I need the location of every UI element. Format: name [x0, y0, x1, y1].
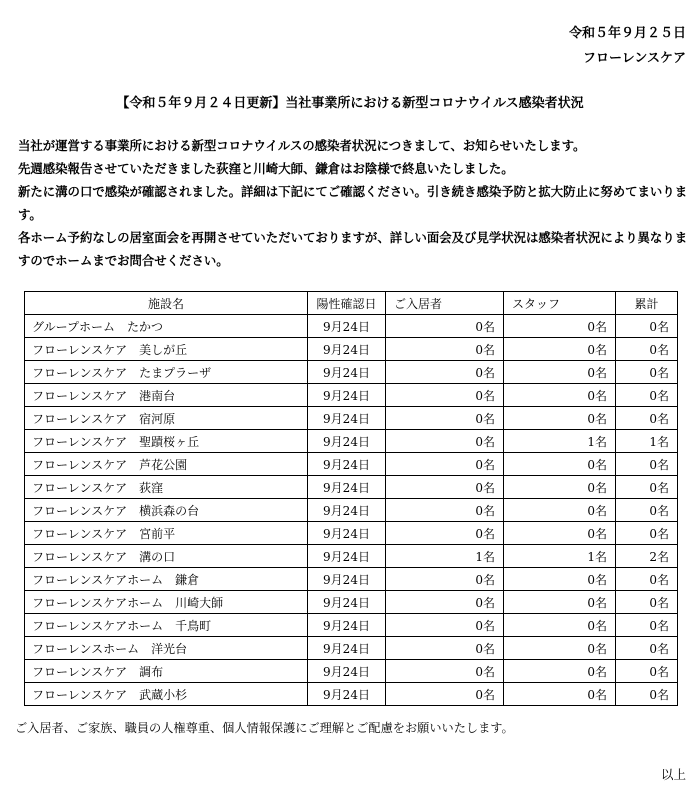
- confirmed-date-cell: 9月24日: [308, 637, 386, 660]
- residents-count-cell: 0名: [386, 384, 504, 407]
- facility-name-cell: フローレンスホーム 洋光台: [25, 637, 308, 660]
- table-row: [25, 476, 678, 499]
- column-header-date: 陽性確認日: [308, 292, 386, 315]
- facility-name-cell: グループホーム たかつ: [25, 315, 308, 338]
- table-row: [25, 614, 678, 637]
- table-row: [25, 499, 678, 522]
- residents-count-cell: 0名: [386, 499, 504, 522]
- confirmed-date-cell: 9月24日: [308, 499, 386, 522]
- total-count-cell: 0名: [616, 637, 678, 660]
- residents-count-cell: 0名: [386, 683, 504, 706]
- total-count-cell: 0名: [616, 384, 678, 407]
- intro-line: 当社が運営する事業所における新型コロナウイルスの感染者状況につきまして、お知らせいたします。: [18, 138, 586, 153]
- staff-count-cell: 0名: [504, 568, 616, 591]
- residents-count-cell: 1名: [386, 545, 504, 568]
- table-header-row: [25, 292, 678, 315]
- staff-count-cell: 0名: [504, 522, 616, 545]
- confirmed-date-cell: 9月24日: [308, 522, 386, 545]
- residents-count-cell: 0名: [386, 614, 504, 637]
- table-row: [25, 430, 678, 453]
- company-name: フローレンスケア: [582, 51, 686, 66]
- total-count-cell: 0名: [616, 315, 678, 338]
- confirmed-date-cell: 9月24日: [308, 683, 386, 706]
- residents-count-cell: 0名: [386, 637, 504, 660]
- confirmed-date-cell: 9月24日: [308, 430, 386, 453]
- table-row: [25, 660, 678, 683]
- facility-name-cell: フローレンスケア 芦花公園: [25, 453, 308, 476]
- confirmed-date-cell: 9月24日: [308, 338, 386, 361]
- facility-name-cell: フローレンスケアホーム 鎌倉: [25, 568, 308, 591]
- facility-name-cell: フローレンスケア 宿河原: [25, 407, 308, 430]
- facility-name-cell: フローレンスケア 溝の口: [25, 545, 308, 568]
- total-count-cell: 0名: [616, 499, 678, 522]
- intro-line: 先週感染報告させていただきました荻窪と川崎大師、鎌倉はお陰様で終息いたしました。: [18, 161, 514, 176]
- confirmed-date-cell: 9月24日: [308, 660, 386, 683]
- confirmed-date-cell: 9月24日: [308, 476, 386, 499]
- document-title: 【令和５年９月２４日更新】当社事業所における新型コロナウイルス感染者状況: [116, 96, 584, 111]
- table-row: [25, 361, 678, 384]
- confirmed-date-cell: 9月24日: [308, 453, 386, 476]
- staff-count-cell: 0名: [504, 338, 616, 361]
- table-row: [25, 568, 678, 591]
- staff-count-cell: 0名: [504, 407, 616, 430]
- privacy-note: ご入居者、ご家族、職員の人権尊重、個人情報保護にご理解とご配慮をお願いいたします。: [15, 721, 514, 735]
- table-row: [25, 315, 678, 338]
- confirmed-date-cell: 9月24日: [308, 614, 386, 637]
- table-row: [25, 522, 678, 545]
- residents-count-cell: 0名: [386, 361, 504, 384]
- closing-text: 以上: [660, 767, 686, 782]
- facility-name-cell: フローレンスケア たまプラーザ: [25, 361, 308, 384]
- table-row: [25, 407, 678, 430]
- facility-name-cell: フローレンスケアホーム 川崎大師: [25, 591, 308, 614]
- total-count-cell: 0名: [616, 361, 678, 384]
- staff-count-cell: 0名: [504, 476, 616, 499]
- total-count-cell: 0名: [616, 522, 678, 545]
- confirmed-date-cell: 9月24日: [308, 384, 386, 407]
- table-row: [25, 591, 678, 614]
- intro-line: 各ホーム予約なしの居室面会を再開させていただいておりますが、詳しい面会及び見学状況は感染者状況により異なりますのでホームまでお問合せください。: [18, 230, 688, 268]
- staff-count-cell: 0名: [504, 361, 616, 384]
- table-row: [25, 545, 678, 568]
- facility-name-cell: フローレンスケア 宮前平: [25, 522, 308, 545]
- residents-count-cell: 0名: [386, 591, 504, 614]
- total-count-cell: 0名: [616, 338, 678, 361]
- column-header-total: 累計: [616, 292, 678, 315]
- residents-count-cell: 0名: [386, 660, 504, 683]
- staff-count-cell: 0名: [504, 614, 616, 637]
- staff-count-cell: 1名: [504, 430, 616, 453]
- residents-count-cell: 0名: [386, 568, 504, 591]
- confirmed-date-cell: 9月24日: [308, 361, 386, 384]
- table-row: [25, 453, 678, 476]
- table-body: [25, 315, 678, 706]
- staff-count-cell: 0名: [504, 660, 616, 683]
- confirmed-date-cell: 9月24日: [308, 591, 386, 614]
- total-count-cell: 0名: [616, 476, 678, 499]
- table-row: [25, 338, 678, 361]
- total-count-cell: 0名: [616, 660, 678, 683]
- table-row: [25, 384, 678, 407]
- facility-name-cell: フローレンスケア 調布: [25, 660, 308, 683]
- confirmed-date-cell: 9月24日: [308, 315, 386, 338]
- staff-count-cell: 0名: [504, 315, 616, 338]
- residents-count-cell: 0名: [386, 430, 504, 453]
- intro-paragraphs: [18, 134, 690, 272]
- infection-status-table: [24, 291, 678, 706]
- residents-count-cell: 0名: [386, 453, 504, 476]
- total-count-cell: 0名: [616, 407, 678, 430]
- facility-name-cell: フローレンスケア 美しが丘: [25, 338, 308, 361]
- table-row: [25, 683, 678, 706]
- confirmed-date-cell: 9月24日: [308, 407, 386, 430]
- total-count-cell: 0名: [616, 683, 678, 706]
- residents-count-cell: 0名: [386, 476, 504, 499]
- staff-count-cell: 0名: [504, 384, 616, 407]
- facility-name-cell: フローレンスケア 聖蹟桜ヶ丘: [25, 430, 308, 453]
- table-row: [25, 637, 678, 660]
- column-header-residents: ご入居者: [386, 292, 504, 315]
- facility-name-cell: フローレンスケア 港南台: [25, 384, 308, 407]
- facility-name-cell: フローレンスケアホーム 千鳥町: [25, 614, 308, 637]
- confirmed-date-cell: 9月24日: [308, 568, 386, 591]
- facility-name-cell: フローレンスケア 武蔵小杉: [25, 683, 308, 706]
- total-count-cell: 0名: [616, 614, 678, 637]
- staff-count-cell: 0名: [504, 683, 616, 706]
- document-date: 令和５年９月２５日: [568, 26, 686, 41]
- staff-count-cell: 0名: [504, 591, 616, 614]
- staff-count-cell: 0名: [504, 453, 616, 476]
- staff-count-cell: 0名: [504, 499, 616, 522]
- column-header-staff: スタッフ: [504, 292, 616, 315]
- residents-count-cell: 0名: [386, 338, 504, 361]
- total-count-cell: 1名: [616, 430, 678, 453]
- intro-line: 新たに溝の口で感染が確認されました。詳細は下記にてご確認ください。引き続き感染予防と拡大防止に努めてまいります。: [18, 184, 688, 222]
- staff-count-cell: 0名: [504, 637, 616, 660]
- confirmed-date-cell: 9月24日: [308, 545, 386, 568]
- total-count-cell: 2名: [616, 545, 678, 568]
- facility-name-cell: フローレンスケア 荻窪: [25, 476, 308, 499]
- facility-name-cell: フローレンスケア 横浜森の台: [25, 499, 308, 522]
- staff-count-cell: 1名: [504, 545, 616, 568]
- column-header-facility: 施設名: [25, 292, 308, 315]
- total-count-cell: 0名: [616, 568, 678, 591]
- total-count-cell: 0名: [616, 591, 678, 614]
- residents-count-cell: 0名: [386, 522, 504, 545]
- residents-count-cell: 0名: [386, 407, 504, 430]
- residents-count-cell: 0名: [386, 315, 504, 338]
- total-count-cell: 0名: [616, 453, 678, 476]
